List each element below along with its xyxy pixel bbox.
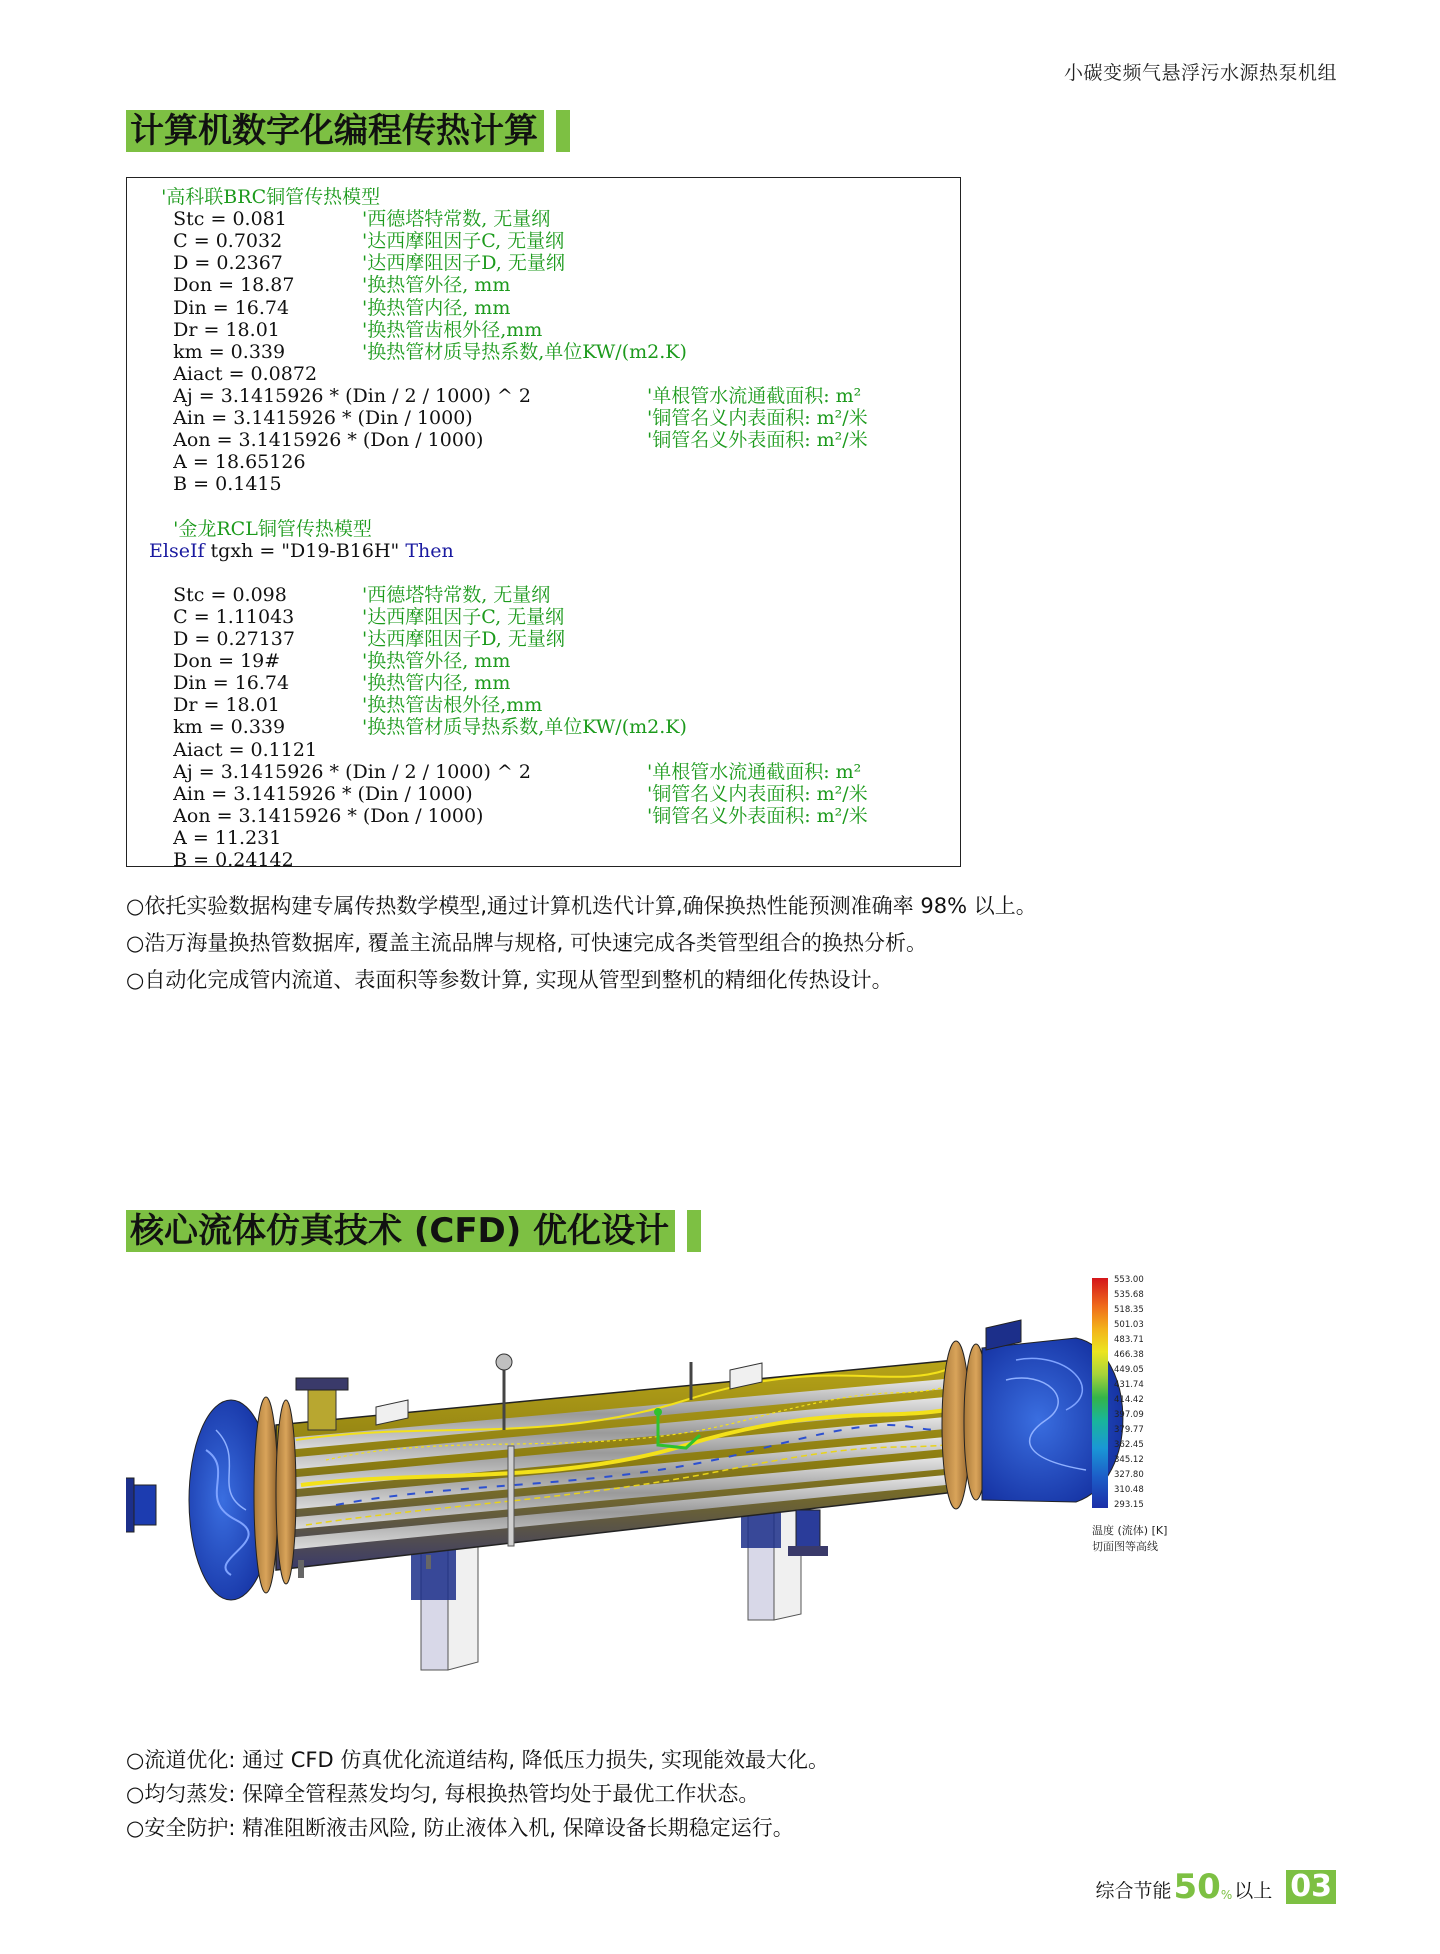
section1-bullets bbox=[126, 888, 1037, 999]
code-line: D = 0.27137 bbox=[149, 628, 295, 650]
code-line: Don = 18.87 bbox=[149, 274, 295, 297]
code-line: km = 0.339 bbox=[149, 340, 286, 363]
product-name: 小碳变频气悬浮污水源热泵机组 bbox=[1063, 62, 1337, 84]
code-comment: '单根管水流通截面积: m² bbox=[647, 384, 862, 407]
code-line: Ain = 3.1415926 * (Din / 1000) bbox=[149, 407, 473, 429]
code-comment: '换热管外径, mm bbox=[362, 274, 511, 297]
code-comment: '换热管齿根外径,mm bbox=[362, 318, 543, 341]
code-comment: '铜管名义内表面积: m²/米 bbox=[647, 782, 868, 805]
bullet-item: ○自动化完成管内流道、表面积等参数计算, 实现从管型到整机的精细化传热设计。 bbox=[126, 968, 893, 992]
legend-tick-label: 535.68 bbox=[1114, 1290, 1144, 1300]
code-comment: '换热管材质导热系数,单位KW/(m2.K) bbox=[362, 716, 687, 739]
code-comment: '换热管内径, mm bbox=[362, 296, 511, 319]
code-line: A = 18.65126 bbox=[149, 451, 306, 474]
code-line: '金龙RCL铜管传热模型 bbox=[149, 517, 372, 540]
code-line: km = 0.339 bbox=[149, 716, 286, 739]
code-comment: '换热管内径, mm bbox=[362, 672, 511, 695]
code-line: Dr = 18.01 bbox=[149, 318, 280, 341]
legend-tick-label: 327.80 bbox=[1114, 1470, 1144, 1480]
code-line: Aiact = 0.0872 bbox=[149, 362, 318, 385]
code-comment: '达西摩阻因子D, 无量纲 bbox=[362, 628, 565, 650]
code-comment: '铜管名义外表面积: m²/米 bbox=[647, 429, 868, 452]
legend-color-bar bbox=[1092, 1278, 1108, 1508]
page-footer bbox=[1095, 1867, 1336, 1907]
code-comment: '换热管齿根外径,mm bbox=[362, 694, 543, 717]
legend-tick-label: 501.03 bbox=[1114, 1320, 1144, 1330]
legend-tick-label: 553.00 bbox=[1114, 1275, 1144, 1285]
code-line: Stc = 0.098 bbox=[149, 583, 287, 606]
code-line: B = 0.1415 bbox=[149, 473, 282, 496]
legend-tick-label: 431.74 bbox=[1114, 1380, 1144, 1390]
legend-caption: 温度 (流体) [K] bbox=[1092, 1524, 1168, 1537]
code-line: Don = 19# bbox=[149, 650, 281, 673]
section-title-cfd bbox=[126, 1210, 701, 1252]
cfd-heat-exchanger-image bbox=[126, 1270, 1176, 1700]
code-line: Din = 16.74 bbox=[149, 296, 290, 319]
bullet-item: ○依托实验数据构建专属传热数学模型,通过计算机迭代计算,确保换热性能预测准确率 98% 以上。 bbox=[126, 894, 1037, 918]
footer-percent: % bbox=[1220, 1888, 1233, 1902]
legend-tick-label: 362.45 bbox=[1114, 1440, 1144, 1450]
page-number: 03 bbox=[1286, 1870, 1336, 1904]
code-comment: '达西摩阻因子C, 无量纲 bbox=[362, 230, 565, 253]
legend-tick-label: 345.12 bbox=[1114, 1455, 1144, 1465]
footer-big-number: 50 bbox=[1173, 1867, 1221, 1907]
code-comment: '西德塔特常数, 无量纲 bbox=[362, 208, 551, 231]
code-line: C = 1.11043 bbox=[149, 605, 295, 628]
code-comment: '西德塔特常数, 无量纲 bbox=[362, 583, 551, 606]
code-comment: '铜管名义外表面积: m²/米 bbox=[647, 804, 868, 827]
title-accent-bar bbox=[687, 1210, 701, 1252]
code-line: Din = 16.74 bbox=[149, 672, 290, 695]
code-comment: '单根管水流通截面积: m² bbox=[647, 760, 862, 783]
code-line: Aiact = 0.1121 bbox=[149, 738, 318, 761]
legend-tick-label: 518.35 bbox=[1114, 1305, 1144, 1315]
legend-tick-label: 483.71 bbox=[1114, 1335, 1144, 1345]
bullet-item: ○流道优化: 通过 CFD 仿真优化流道结构, 降低压力损失, 实现能效最大化。 bbox=[126, 1748, 830, 1772]
legend-tick-label: 293.15 bbox=[1114, 1500, 1144, 1510]
section2-bullets bbox=[126, 1743, 829, 1845]
code-line: Ain = 3.1415926 * (Din / 1000) bbox=[149, 782, 473, 805]
code-line: ElseIf tgxh = "D19-B16H" Then bbox=[149, 539, 454, 562]
legend-tick-label: 414.42 bbox=[1114, 1395, 1144, 1405]
code-line: Aj = 3.1415926 * (Din / 2 / 1000) ^ 2 bbox=[149, 760, 531, 783]
section-title-text: 核心流体仿真技术 (CFD) 优化设计 bbox=[126, 1210, 675, 1252]
legend-caption: 切面图等高线 bbox=[1092, 1540, 1158, 1553]
bullet-item: ○均匀蒸发: 保障全管程蒸发均匀, 每根换热管均处于最优工作状态。 bbox=[126, 1782, 760, 1806]
legend-tick-label: 310.48 bbox=[1114, 1485, 1144, 1495]
code-line: Aon = 3.1415926 * (Don / 1000) bbox=[149, 429, 484, 452]
code-line: Stc = 0.081 bbox=[149, 208, 287, 231]
code-screenshot bbox=[126, 177, 961, 867]
legend-tick-label: 449.05 bbox=[1114, 1365, 1144, 1375]
code-comment: '达西摩阻因子D, 无量纲 bbox=[362, 252, 565, 275]
bullet-item: ○浩万海量换热管数据库, 覆盖主流品牌与规格, 可快速完成各类管型组合的换热分析。 bbox=[126, 931, 928, 955]
footer-text: 以上 bbox=[1234, 1880, 1273, 1902]
code-comment: '换热管外径, mm bbox=[362, 650, 511, 673]
code-comment: '达西摩阻因子C, 无量纲 bbox=[362, 605, 565, 628]
code-line: C = 0.7032 bbox=[149, 230, 283, 253]
code-line: Dr = 18.01 bbox=[149, 694, 280, 717]
code-line: D = 0.2367 bbox=[149, 252, 283, 275]
code-line: A = 11.231 bbox=[149, 826, 282, 849]
code-line: '高科联BRC铜管传热模型 bbox=[149, 186, 381, 208]
footer-text: 综合节能 bbox=[1095, 1880, 1172, 1902]
legend-tick-label: 466.38 bbox=[1114, 1350, 1144, 1360]
legend-tick-label: 379.77 bbox=[1114, 1425, 1144, 1435]
code-line: Aon = 3.1415926 * (Don / 1000) bbox=[149, 804, 484, 827]
code-comment: '铜管名义内表面积: m²/米 bbox=[647, 407, 868, 429]
bullet-item: ○安全防护: 精准阻断液击风险, 防止液体入机, 保障设备长期稳定运行。 bbox=[126, 1816, 794, 1840]
section-title-heat-calc bbox=[126, 110, 570, 152]
code-line: B = 0.24142 bbox=[149, 849, 294, 867]
code-line: Aj = 3.1415926 * (Din / 2 / 1000) ^ 2 bbox=[149, 384, 531, 407]
legend-tick-label: 397.09 bbox=[1114, 1410, 1144, 1420]
code-comment: '换热管材质导热系数,单位KW/(m2.K) bbox=[362, 340, 687, 363]
section-title-text: 计算机数字化编程传热计算 bbox=[126, 110, 544, 152]
title-accent-bar bbox=[556, 110, 570, 152]
